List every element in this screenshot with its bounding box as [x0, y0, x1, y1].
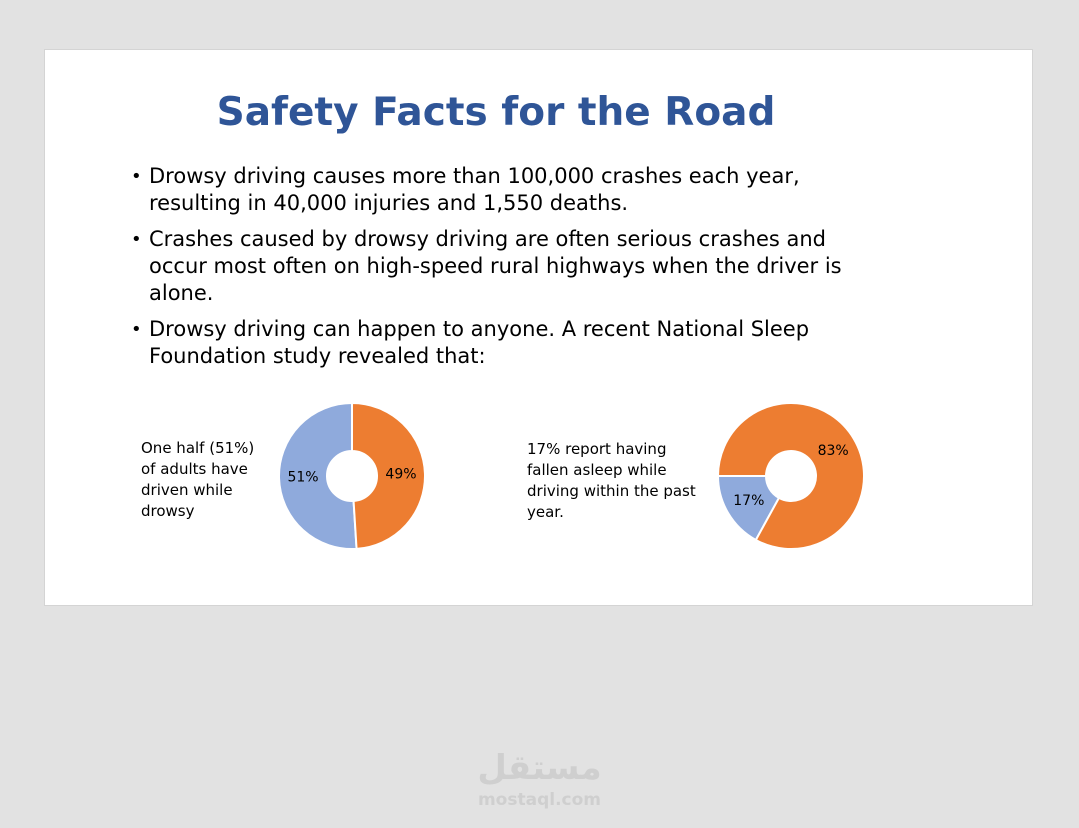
bullet-text: Drowsy driving causes more than 100,000 crashes each year, resulting in 40,000 injuries and 1,550 deaths.: [149, 164, 800, 215]
donut-data-label: 49%: [385, 466, 417, 483]
donut-chart-adults-driven-drowsy: [279, 403, 425, 549]
bullet-dot: •: [131, 229, 142, 250]
donut-chart-fallen-asleep: [718, 403, 864, 549]
bullet-item: [131, 316, 851, 370]
bullet-text: Crashes caused by drowsy driving are often serious crashes and occur most often on high-speed rural highways when the driver is alone.: [149, 227, 842, 305]
watermark-logo-latin: mostaql.com: [477, 790, 602, 810]
chart-caption-adults-driven-drowsy: One half (51%) of adults have driven while drowsy: [141, 439, 255, 520]
bullet-item: [131, 163, 851, 217]
bullet-dot: •: [131, 319, 142, 340]
bullet-text: Drowsy driving can happen to anyone. A recent National Sleep Foundation study revealed that:: [149, 317, 810, 368]
slide: [44, 49, 1033, 606]
watermark-logo-arabic: مستقل: [477, 748, 602, 788]
bullet-item: [131, 226, 851, 307]
donut-data-label: 17%: [733, 492, 765, 509]
donut-data-label: 51%: [287, 469, 319, 486]
chart-caption-fallen-asleep: 17% report having fallen asleep while driving within the past year.: [527, 440, 696, 521]
bullet-dot: •: [131, 166, 142, 187]
bullet-list: [131, 163, 851, 379]
donut-data-label: 83%: [817, 443, 849, 460]
slide-title: Safety Facts for the Road: [216, 90, 776, 135]
